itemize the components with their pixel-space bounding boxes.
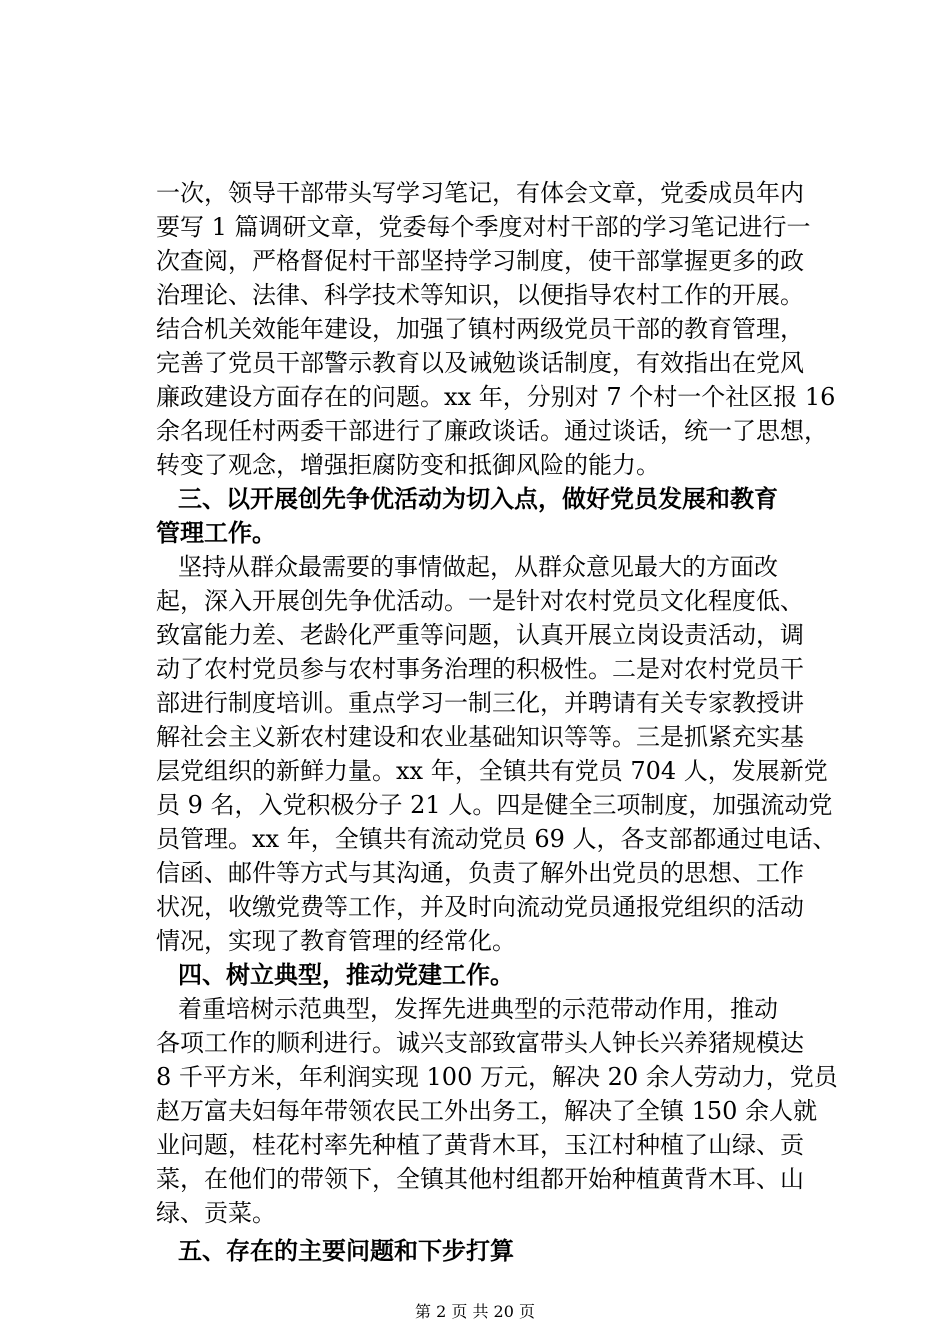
- text-line: 业问题，桂花村率先种植了黄背木耳，玉江村种植了山绿、贡: [156, 1131, 804, 1159]
- text-line: 致富能力差、老龄化严重等问题，认真开展立岗设责活动，调: [156, 621, 804, 649]
- text-line: 各项工作的顺利进行。诚兴支部致富带头人钟长兴养猪规模达: [156, 1029, 804, 1057]
- heading-line: 三、以开展创先争优活动为切入点，做好党员发展和教育: [178, 484, 778, 513]
- text-line: 部进行制度培训。重点学习一制三化，并聘请有关专家教授讲: [156, 689, 804, 717]
- text-line: 起，深入开展创先争优活动。一是针对农村党员文化程度低、: [156, 587, 804, 615]
- text-line: 完善了党员干部警示教育以及诫勉谈话制度，有效指出在党风: [156, 349, 804, 377]
- text-line: 状况，收缴党费等工作，并及时向流动党员通报党组织的活动: [156, 893, 804, 921]
- text-line: 坚持从群众最需要的事情做起，从群众意见最大的方面改: [178, 553, 778, 581]
- text-line: 廉政建设方面存在的问题。xx 年，分别对 7 个村一个社区报 16: [156, 383, 836, 411]
- text-line: 员 9 名，入党积极分子 21 人。四是健全三项制度，加强流动党: [156, 791, 833, 819]
- section-heading-5: 五、存在的主要问题和下步打算: [178, 1236, 514, 1265]
- text-line: 余名现任村两委干部进行了廉政谈话。通过谈话，统一了思想，: [156, 417, 828, 445]
- text-line: 绿、贡菜。: [156, 1199, 276, 1227]
- text-line: 次查阅，严格督促村干部坚持学习制度，使干部掌握更多的政: [156, 247, 804, 275]
- text-line: 一次，领导干部带头写学习笔记，有体会文章，党委成员年内: [156, 179, 804, 207]
- text-line: 菜，在他们的带领下，全镇其他村组都开始种植黄背木耳、山: [156, 1165, 804, 1193]
- text-line: 着重培树示范典型，发挥先进典型的示范带动作用，推动: [178, 995, 778, 1023]
- text-line: 情况，实现了教育管理的经常化。: [156, 927, 516, 955]
- text-line: 要写 1 篇调研文章，党委每个季度对村干部的学习笔记进行一: [156, 213, 811, 241]
- section-heading-4: 四、树立典型，推动党建工作。: [178, 960, 514, 989]
- text-line: 8 千平方米，年利润实现 100 万元，解决 20 余人劳动力，党员: [156, 1063, 838, 1091]
- text-line: 员管理。xx 年，全镇共有流动党员 69 人，各支部都通过电话、: [156, 825, 837, 853]
- text-line: 转变了观念，增强拒腐防变和抵御风险的能力。: [156, 451, 660, 479]
- text-line: 结合机关效能年建设，加强了镇村两级党员干部的教育管理，: [156, 315, 804, 343]
- heading-line: 管理工作。: [156, 518, 276, 547]
- text-line: 信函、邮件等方式与其沟通，负责了解外出党员的思想、工作: [156, 859, 804, 887]
- text-line: 治理论、法律、科学技术等知识，以便指导农村工作的开展。: [156, 281, 804, 309]
- text-line: 赵万富夫妇每年带领农民工外出务工，解决了全镇 150 余人就: [156, 1097, 818, 1125]
- text-line: 层党组织的新鲜力量。xx 年，全镇共有党员 704 人，发展新党: [156, 757, 828, 785]
- text-line: 解社会主义新农村建设和农业基础知识等等。三是抓紧充实基: [156, 723, 804, 751]
- text-line: 动了农村党员参与农村事务治理的积极性。二是对农村党员干: [156, 655, 804, 683]
- page-number-footer: 第 2 页 共 20 页: [415, 1302, 535, 1321]
